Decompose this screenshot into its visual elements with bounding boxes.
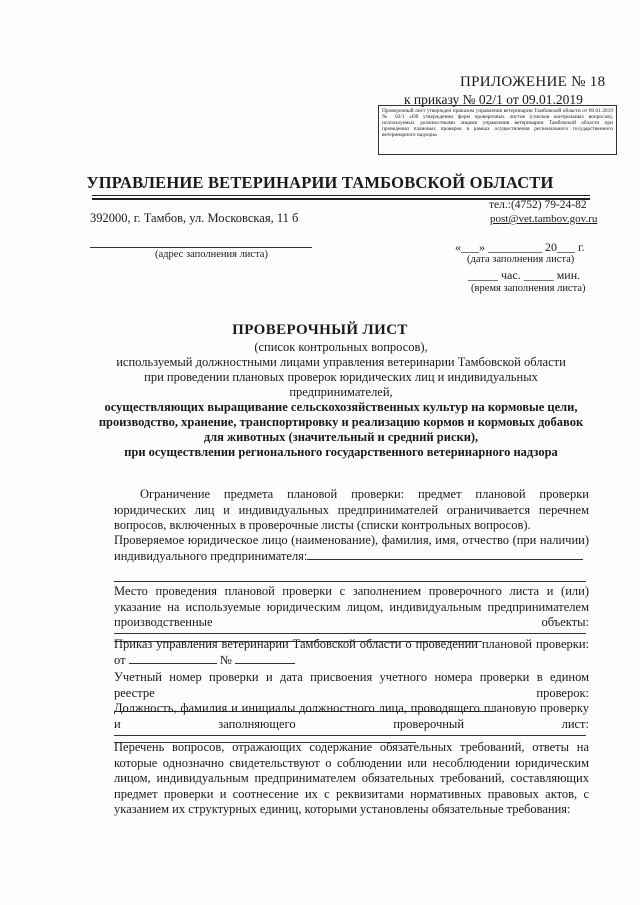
official-fill-line[interactable]	[114, 735, 586, 736]
organization-phone: тел.:(4752) 79-24-82	[489, 199, 587, 211]
organization-name: УПРАВЛЕНИЕ ВЕТЕРИНАРИИ ТАМБОВСКОЙ ОБЛАСТИ	[86, 173, 554, 192]
limit-paragraph	[114, 487, 589, 534]
title-bold-4: при осуществлении регионального государственного ветеринарного надзора	[124, 445, 558, 459]
order-number-label: №	[219, 652, 232, 667]
appendix-order: к приказу № 02/1 от 09.01.2019	[404, 92, 583, 107]
list-text: Перечень вопросов, отражающих содержание обязательных требований, ответы на которые однозначно свидетельствуют о соблюдении или несоблюдении юридическим лицом, индивидуальным предпринимателем обязательных требований, составляющих предмет проверки и соотнесение их с реквизитами нормативных правовых актов, с указанием их структурных единиц, которыми установлены обязательные требования:	[114, 740, 589, 816]
title-sub-2: используемый должностными лицами управления ветеринарии Тамбовской области	[116, 355, 566, 369]
address-caption: (адрес заполнения листа)	[155, 249, 268, 260]
approval-stamp	[378, 105, 617, 155]
title-bold-3: для животных (значительный и средний риски),	[203, 430, 479, 444]
entity-text: Проверяемое юридическое лицо (наименование), фамилия, имя, отчество (при наличии) индивидуального предпринимателя:	[114, 533, 589, 563]
order-text: Приказ управления ветеринарии Тамбовской области о проведении плановой проверки: от	[114, 637, 589, 667]
place-fill-line[interactable]	[114, 633, 586, 634]
limit-text: Ограничение предмета плановой проверки: предмет плановой проверки юридических лиц и индивидуальных предпринимателей ограничивается перечнем вопросов, включенных в проверочные листы (списки контрольных вопросов).	[114, 487, 589, 532]
approval-note: Проверочный лист утвержден приказом управления ветеринарии Тамбовской области от 09.01.2019 № 02/1 «Об утверждении форм проверочных листов (списков контрольных вопросов), используемых должностными лицами управления ветеринарии Тамбовской области при проведении плановых проверок в рамках осуществления регионального государственного ветеринарного надзора»	[382, 108, 613, 139]
list-paragraph	[114, 740, 589, 818]
order-paragraph	[114, 637, 589, 668]
header-rule-thin	[92, 195, 590, 196]
time-fill-line[interactable]: _____ час. _____ мин.	[468, 268, 581, 282]
address-fill-line[interactable]	[90, 247, 312, 248]
entity-fill[interactable]	[307, 559, 583, 560]
entity-paragraph	[114, 533, 589, 564]
title-sub-3: при проведении плановых проверок юридических лиц и индивидуальных	[144, 370, 538, 384]
document-title: ПРОВЕРОЧНЫЙ ЛИСТ	[232, 322, 408, 338]
appendix-title: ПРИЛОЖЕНИЕ № 18	[460, 74, 606, 90]
organization-address: 392000, г. Тамбов, ул. Московская, 11 б	[90, 211, 299, 225]
title-bold-2: производство, хранение, транспортировку и реализацию кормов и кормовых добавок	[98, 415, 584, 429]
time-caption: (время заполнения листа)	[471, 283, 586, 294]
entity-fill-line[interactable]	[114, 581, 586, 582]
title-bold-1: осуществляющих выращивание сельскохозяйственных культур на кормовые цели,	[104, 400, 578, 414]
title-sub-4: предпринимателей,	[289, 385, 393, 399]
order-number-fill[interactable]	[235, 663, 295, 664]
date-caption: (дата заполнения листа)	[467, 254, 575, 265]
record-text: Учетный номер проверки и дата присвоения учетного номера проверки в едином реестре проверок:	[114, 670, 589, 700]
order-date-fill[interactable]	[129, 663, 217, 664]
official-text: Должность, фамилия и инициалы должностного лица, проводящего плановую проверку и заполняющего проверочный лист:	[114, 701, 589, 731]
title-sub-1: (список контрольных вопросов),	[254, 340, 428, 354]
organization-email: post@vet.tambov.gov.ru	[490, 213, 598, 225]
date-fill-line[interactable]: «___» _________ 20___ г.	[455, 240, 585, 254]
place-text: Место проведения плановой проверки с заполнением проверочного листа и (или) указание на используемые юридическим лицом, индивидуальным предпринимателем производственные объекты:	[114, 584, 589, 629]
